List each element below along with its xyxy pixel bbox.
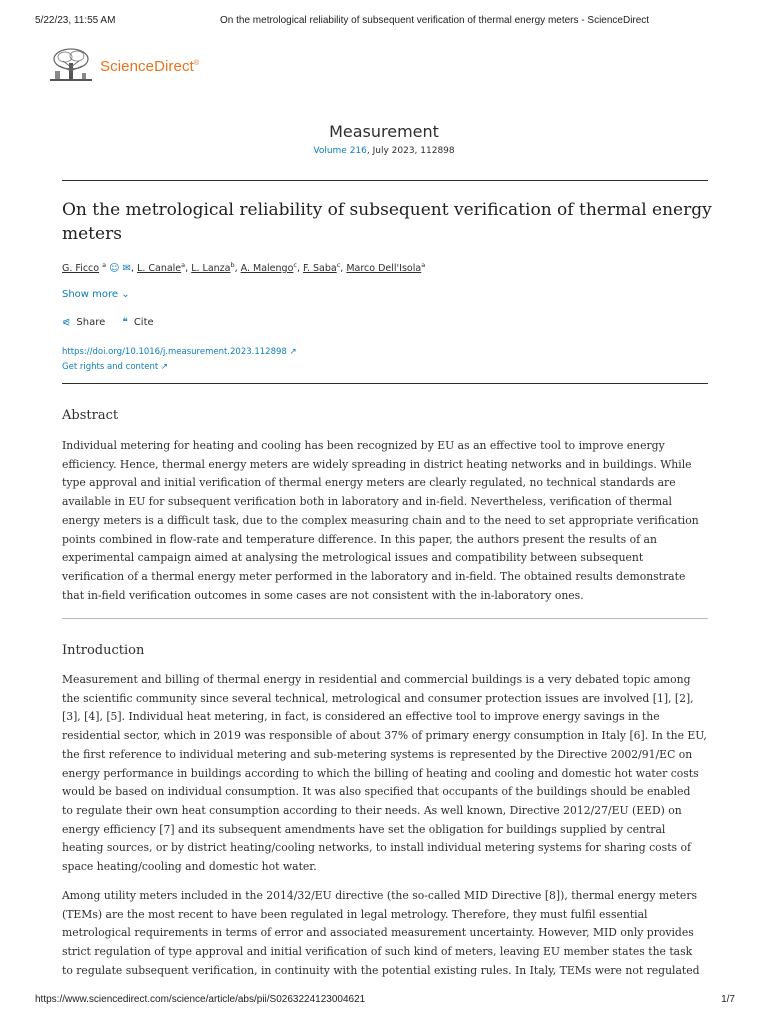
text-line: would be based on individual consumption. It was also specified that occupants of the buildings should be enabled	[62, 785, 691, 799]
volume-link[interactable]: Volume 216	[313, 146, 367, 156]
text-line: verification of a thermal energy meter performed in the laboratory and in-field. The obtained results demonstrate	[62, 569, 686, 583]
text-line: that in-field verification outcomes in some cases are not consistent with the in-laboratory ones.	[62, 588, 584, 602]
text-line: Measurement and billing of thermal energy in residential and commercial buildings is a very debated topic among	[62, 673, 691, 686]
quote-icon: ❝	[122, 317, 128, 328]
text-line: metrological requirements in terms of error and associated measurement uncertainty. However, MID only provides	[62, 926, 694, 940]
print-header	[0, 15, 768, 31]
doi-link[interactable]: https://doi.org/10.1016/j.measurement.2023.112898 ↗	[62, 347, 297, 357]
text-line: experimental campaign aimed at analysing the metrological issues and compatibility between subsequent	[62, 551, 644, 565]
article-actions	[62, 317, 168, 328]
divider	[62, 383, 708, 384]
article-title-line: meters	[62, 224, 122, 244]
introduction-heading: Introduction	[62, 643, 145, 658]
print-footer	[0, 994, 768, 1010]
text-line: energy meters is a difficult task, due to the complex measuring chain and to the need to set appropriate verification	[62, 513, 699, 527]
cite-button[interactable]	[122, 317, 153, 328]
print-url: https://www.sciencedirect.com/science/article/abs/pii/S0263224123004621	[35, 994, 366, 1005]
text-line: [3], [4], [5]. Individual heat metering, in fact, is considered an effective tool to improve energy savings in the	[62, 710, 660, 724]
article-title-line: On the metrological reliability of subsequent verification of thermal energy	[62, 200, 712, 220]
author-affiliation: a	[102, 261, 107, 269]
issue-info: , July 2023, 112898	[366, 146, 455, 156]
author-link[interactable]: G. Ficco	[62, 263, 100, 275]
text-line: space heating/cooling and domestic hot water.	[62, 860, 317, 874]
text-line: Among utility meters included in the 2014/32/EU directive (the so-called MID Directive [8]), thermal energy meters	[62, 889, 698, 902]
print-datetime: 5/22/23, 11:55 AM	[35, 15, 116, 26]
text-line: Individual metering for heating and cooling has been recognized by EU as an effective tool to improve energy	[62, 439, 665, 452]
author-link[interactable]: L. Lanza	[191, 263, 231, 275]
abstract-text	[62, 437, 710, 605]
journal-title[interactable]: Measurement	[329, 122, 439, 141]
author-link[interactable]: L. Canale	[137, 263, 182, 275]
cite-label: Cite	[133, 317, 154, 328]
author-affiliation: c	[293, 261, 297, 269]
author-affiliation: b	[230, 261, 235, 269]
text-line: the first reference to individual metering and sub-metering systems is represented by the Directive 2002/91/EC on	[62, 747, 693, 761]
introduction-paragraph	[62, 671, 710, 877]
page-number: 1/7	[721, 994, 735, 1005]
introduction-paragraph	[62, 887, 710, 981]
abstract-heading: Abstract	[62, 408, 119, 423]
text-line: type approval and initial verification of thermal energy meters are clearly regulated, no technical standards are	[62, 476, 676, 490]
text-line: points combined in flow-rate and temperature difference. In this paper, the authors present the results of an	[62, 532, 657, 546]
show-more-button[interactable]	[62, 289, 130, 300]
text-line: heating sources, or by district heating/cooling networks, to install individual metering systems for sharing costs of	[62, 841, 691, 855]
text-line: available in EU for subsequent verification both in laboratory and in-field. Nevertheless, verification of thermal	[62, 495, 672, 509]
print-page-title: On the metrological reliability of subsequent verification of thermal energy meters - ScienceDirect	[220, 15, 650, 26]
email-icon[interactable]: ✉	[122, 263, 131, 275]
text-line: (TEMs) are the most recent to have been regulated in legal metrology. Therefore, they must fulfil essential	[62, 907, 648, 921]
text-line: energy performance in buildings according to which the billing of heating and cooling and domestic hot water costs	[62, 766, 699, 780]
person-icon[interactable]: ☺	[109, 263, 120, 275]
author-affiliation: a	[181, 261, 186, 269]
author-list: G. Ficco $^a$ ☺ ✉, L. Canale$^a$, L. Lanza$^b$, A. Malengo$^c$, F. Saba$^c$, Marco Dell'Isola$^a$	[62, 261, 426, 275]
brand-name: ScienceDirect®	[100, 58, 200, 75]
show-more-label: Show more	[62, 289, 119, 300]
chevron-down-icon: ⌄	[121, 289, 130, 300]
text-line: energy efficiency [7] and its subsequent amendments have set the obligation for buildings supplied by central	[62, 822, 666, 836]
share-icon: ⪗	[62, 317, 71, 328]
divider	[62, 180, 708, 181]
share-button[interactable]	[62, 317, 105, 328]
author-affiliation: a	[421, 261, 426, 269]
sciencedirect-logo[interactable]	[50, 47, 210, 87]
volume-info	[0, 146, 768, 156]
rights-link[interactable]: Get rights and content ↗	[62, 362, 169, 372]
author-link[interactable]: A. Malengo	[240, 263, 294, 275]
text-line: efficiency. Hence, thermal energy meters are widely spreading in district heating networks and in buildings. While	[62, 457, 692, 471]
author-affiliation: c	[336, 261, 341, 269]
text-line: to regulate their own heat consumption according to their needs. As well known, Directive 2012/27/EU (EED) on	[62, 803, 682, 817]
article-title	[62, 198, 712, 246]
author-link[interactable]: Marco Dell'Isola	[346, 263, 422, 275]
text-line: to regulate subsequent verification, in continuity with the potential existing rules. In Italy, TEMs were not regulated	[62, 963, 700, 977]
text-line: the scientific community since several technical, metrological and consumer protection issues are involved [1], [2],	[62, 691, 694, 705]
elsevier-tree-icon	[50, 47, 92, 83]
text-line: strict regulation of type approval and initial verification of such kind of meters, leaving EU member states the task	[62, 945, 693, 959]
divider	[62, 618, 708, 619]
text-line: residential sector, which in 2019 was responsible of about 37% of primary energy consumption in Italy [6]. In the EU,	[62, 729, 707, 743]
author-link[interactable]: F. Saba	[303, 263, 337, 275]
share-label: Share	[76, 317, 106, 328]
